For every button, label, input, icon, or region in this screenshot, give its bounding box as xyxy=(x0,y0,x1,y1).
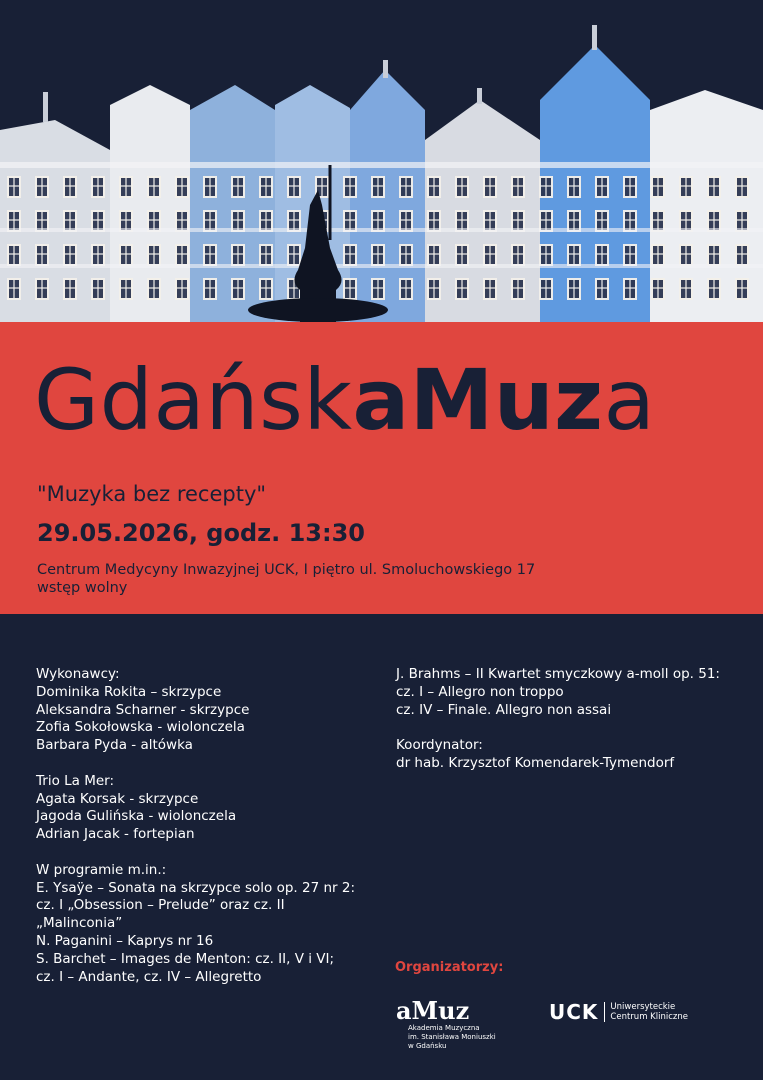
brand-part-amuz: aMuz xyxy=(352,351,604,449)
performer-item: Barbara Pyda - altówka xyxy=(36,737,193,754)
amuz-line: Akademia Muzyczna xyxy=(408,1024,480,1032)
entry-info: wstęp wolny xyxy=(37,580,128,596)
coordinator-heading: Koordynator: xyxy=(396,737,483,754)
program-line: N. Paganini – Kaprys nr 16 xyxy=(36,932,214,949)
brand-part-gdansk: Gdańsk xyxy=(34,351,353,449)
trio-member: Agata Korsak - skrzypce xyxy=(36,790,199,807)
program-line: S. Barchet – Images de Menton: cz. II, V i VI; xyxy=(36,950,335,967)
performer-item: Dominika Rokita – skrzypce xyxy=(36,683,222,700)
amuz-logo xyxy=(396,998,496,1051)
program-heading: W programie m.in.: xyxy=(36,861,167,878)
trio-member: Adrian Jacak - fortepian xyxy=(36,826,195,843)
program-line: cz. I „Obsession – Prelude” oraz cz. II xyxy=(36,897,285,914)
brand-part-a: a xyxy=(603,351,656,449)
concert-datetime: 29.05.2026, godz. 13:30 xyxy=(37,519,365,547)
program-line: cz. IV – Finale. Allegro non assai xyxy=(396,701,612,718)
uck-logo xyxy=(549,1002,688,1022)
program-line: E. Ysaÿe – Sonata na skrzypce solo op. 27 nr 2: xyxy=(36,879,356,896)
uck-logo-mark: UCK xyxy=(549,1000,599,1024)
uck-logo-divider xyxy=(604,1002,605,1022)
organizers-label: Organizatorzy: xyxy=(395,960,504,975)
performer-item: Aleksandra Scharner - skrzypce xyxy=(36,701,250,718)
program-line: J. Brahms – II Kwartet smyczkowy a-moll op. 51: xyxy=(396,666,720,682)
left-column xyxy=(36,666,355,986)
performer-item: Zofia Sokołowska - wiolonczela xyxy=(36,719,245,736)
venue-address: Centrum Medycyny Inwazyjnej UCK, I piętro ul. Smoluchowskiego 17 xyxy=(37,562,536,578)
uck-line: Uniwersyteckie xyxy=(610,1002,676,1012)
amuz-line: im. Stanisława Moniuszki xyxy=(408,1033,496,1041)
venue-info xyxy=(37,561,535,597)
concert-subtitle: "Muzyka bez recepty" xyxy=(37,482,267,506)
right-column xyxy=(396,666,720,773)
festival-logo-title xyxy=(34,350,656,450)
program-line: cz. I – Andante, cz. IV – Allegretto xyxy=(36,968,262,985)
trio-heading: Trio La Mer: xyxy=(36,772,115,789)
program-line: cz. I – Allegro non troppo xyxy=(396,683,564,700)
townhouses-illustration xyxy=(0,0,763,322)
amuz-logo-text xyxy=(408,1024,496,1051)
amuz-line: w Gdańsku xyxy=(408,1042,447,1050)
amuz-logo-mark: aMuz xyxy=(396,996,470,1025)
trio-member: Jagoda Gulińska - wiolonczela xyxy=(36,808,237,825)
uck-line: Centrum Kliniczne xyxy=(610,1012,688,1022)
coordinator-name: dr hab. Krzysztof Komendarek-Tymendorf xyxy=(396,754,675,771)
hero-townhouses-image xyxy=(0,0,763,322)
program-line: „Malinconia” xyxy=(36,915,123,932)
performers-heading: Wykonawcy: xyxy=(36,666,120,682)
uck-logo-text xyxy=(610,1002,688,1022)
